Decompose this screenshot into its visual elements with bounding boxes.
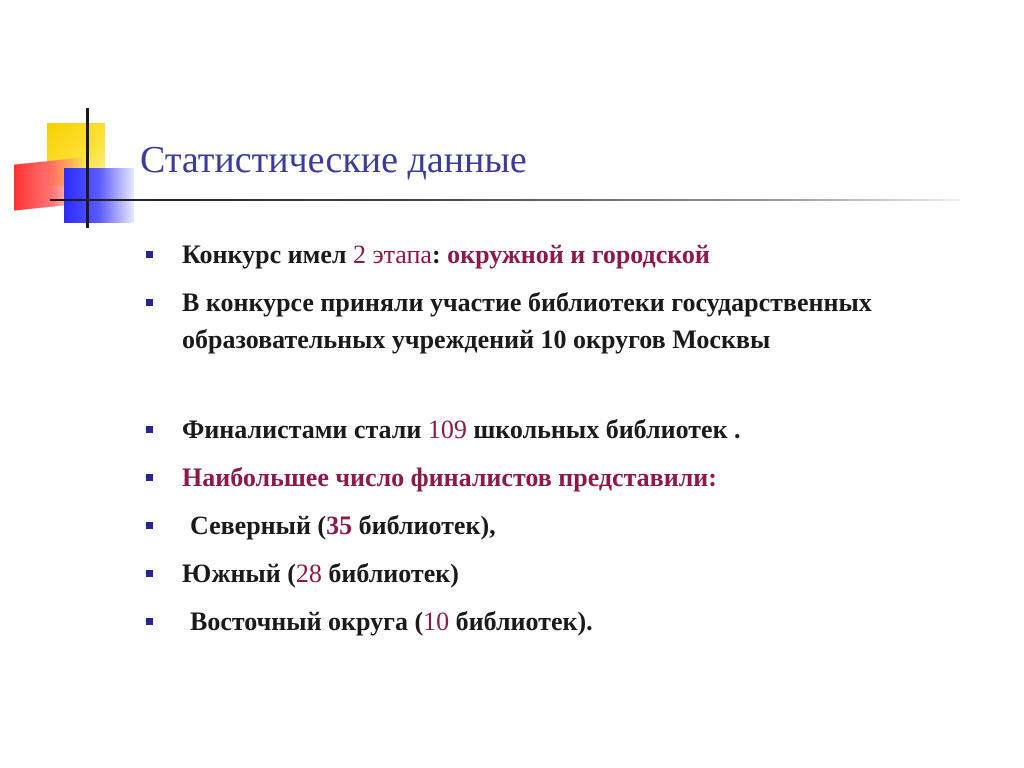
bullet-text: библиотек).: [449, 607, 593, 636]
bullet-marker-icon: [146, 299, 153, 306]
bullet-item-stages: [146, 236, 986, 273]
bullet-text: Южный (: [182, 559, 296, 588]
bullet-item-participants: [146, 284, 986, 358]
bullet-text: библиотек): [321, 559, 459, 588]
bullet-text: школьных библиотек .: [466, 415, 741, 444]
bullet-marker-icon: [146, 426, 153, 433]
bullet-text: Финалистами стали: [182, 415, 428, 444]
bullet-text: библиотек),: [352, 511, 496, 540]
bullet-text: В конкурсе приняли участие библиотеки государственных образовательных учреждений 10 округов Москвы: [182, 288, 872, 354]
decor-vertical-line: [86, 108, 89, 228]
bullet-marker-icon: [146, 618, 153, 625]
bullet-item-east: [146, 603, 986, 640]
bullet-marker-icon: [146, 570, 153, 577]
decor-blue-square: [64, 168, 134, 223]
bullet-text: Северный (: [190, 511, 327, 540]
highlight-finalist-count: 109: [427, 415, 467, 444]
bullet-text-highlight: Наибольшее число финалистов представили:: [182, 463, 717, 492]
bullet-item-finalists: [146, 411, 986, 448]
bullet-text: :: [431, 240, 448, 269]
slide-title: Статистические данные: [140, 139, 527, 181]
bullet-marker-icon: [146, 474, 153, 481]
bullet-item-south: [146, 555, 986, 592]
bullet-item-north: [146, 507, 986, 544]
highlight-count: 10: [423, 607, 450, 636]
highlight-stage-count: 2 этапа: [352, 240, 432, 269]
bullet-text: Конкурс имел: [182, 240, 353, 269]
highlight-count: 35: [326, 511, 353, 540]
bullet-list: [146, 236, 986, 651]
bullet-marker-icon: [146, 522, 153, 529]
bullet-text: Восточный округа (: [190, 607, 424, 636]
bullet-item-most-finalists: [146, 459, 986, 496]
highlight-stage-names: окружной и городской: [447, 240, 710, 269]
bullet-marker-icon: [146, 251, 153, 258]
highlight-count: 28: [295, 559, 322, 588]
title-underline-divider: [50, 199, 960, 201]
